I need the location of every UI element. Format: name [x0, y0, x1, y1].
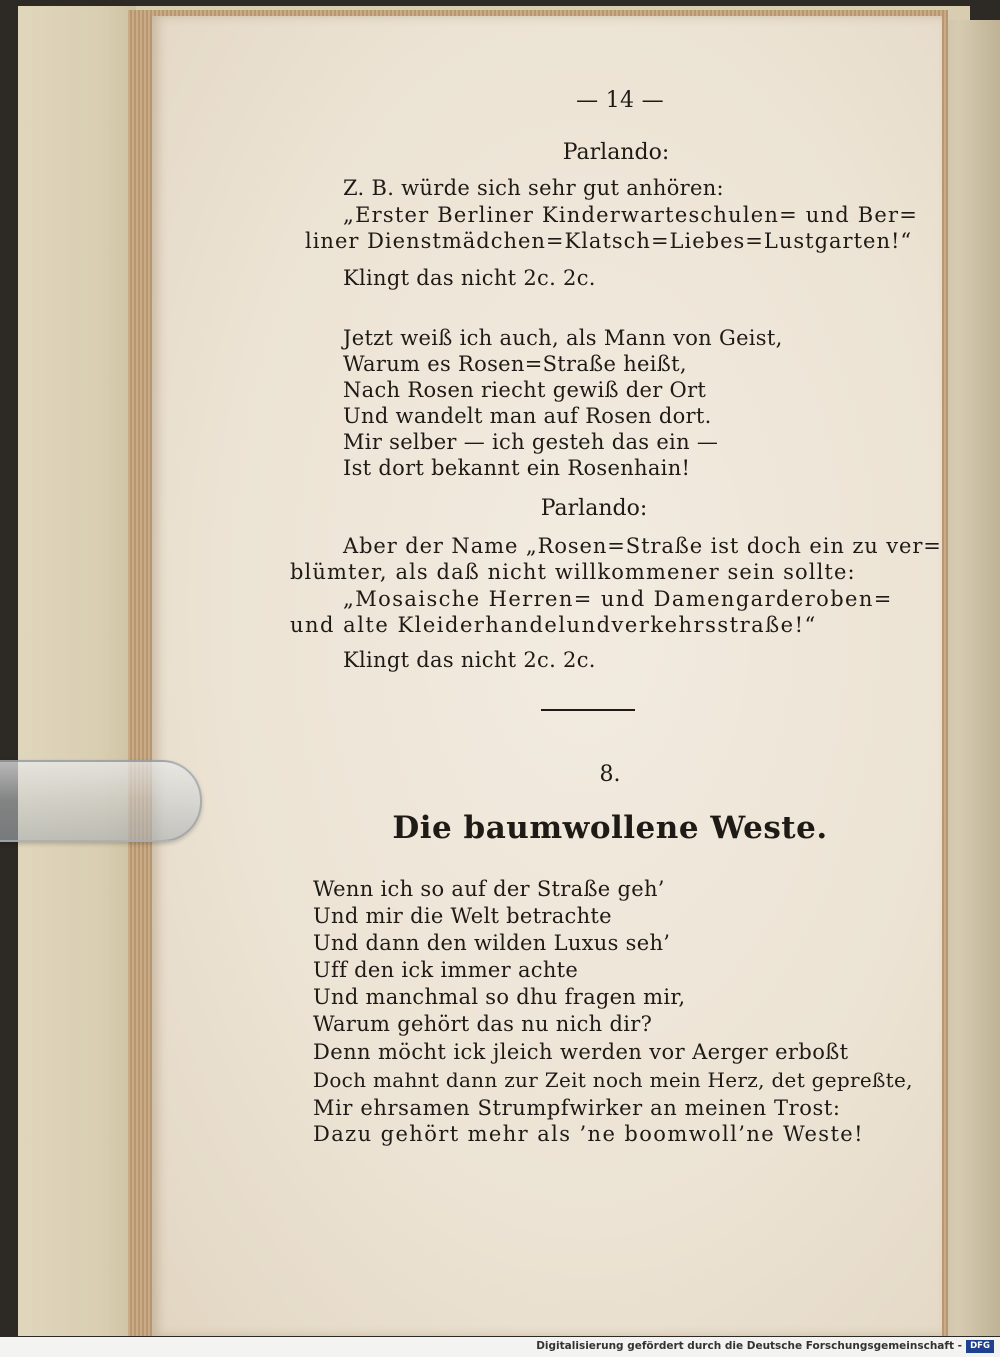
verse-line: Ist dort bekannt ein Rosenhain! — [343, 456, 691, 480]
footer-bar — [0, 1337, 1000, 1357]
verse-line: Denn möcht ick jleich werden vor Aerger erboßt — [313, 1040, 849, 1064]
section-number: 8. — [599, 762, 621, 787]
prose-line: und alte Kleiderhandelundverkehrsstraße!“ — [290, 613, 817, 637]
refrain-line: Klingt das nicht 2c. 2c. — [343, 648, 596, 672]
verse-line: Wenn ich so auf der Straße geh’ — [313, 877, 665, 901]
verse-line: Und dann den wilden Luxus seh’ — [313, 931, 671, 955]
parlando-heading: Parlando: — [540, 496, 648, 521]
plastic-page-clip — [0, 760, 202, 842]
funding-credit: Digitalisierung gefördert durch die Deutsche Forschungsgemeinschaft - — [536, 1340, 962, 1352]
parlando-heading: Parlando: — [562, 140, 670, 165]
section-title: Die baumwollene Weste. — [392, 810, 828, 846]
section-divider — [541, 709, 635, 711]
prose-line: Z. B. würde sich sehr gut anhören: — [343, 176, 724, 200]
verse-line: Dazu gehört mehr als ’ne boomwoll’ne Weste! — [313, 1122, 864, 1146]
verse-line: Und mir die Welt betrachte — [313, 904, 612, 928]
verse-line: Und manchmal so dhu fragen mir, — [313, 985, 686, 1009]
verse-line: Mir ehrsamen Strumpfwirker an meinen Trost: — [313, 1096, 841, 1120]
verse-line: Warum gehört das nu nich dir? — [313, 1012, 653, 1036]
verse-line: Nach Rosen riecht gewiß der Ort — [343, 378, 707, 402]
verse-line: Warum es Rosen=Straße heißt, — [343, 352, 687, 376]
prose-line: „Mosaische Herren= und Damengarderoben= — [343, 587, 893, 611]
prose-line: liner Dienstmädchen=Klatsch=Liebes=Lustgarten!“ — [305, 229, 913, 253]
prose-line: blümter, als daß nicht willkommener sein sollte: — [290, 560, 856, 584]
prose-line: Aber der Name „Rosen=Straße ist doch ein zu ver= — [343, 534, 942, 558]
verse-line: Und wandelt man auf Rosen dort. — [343, 404, 712, 428]
verse-line: Mir selber — ich gesteh das ein — — [343, 430, 719, 454]
verse-line: Jetzt weiß ich auch, als Mann von Geist, — [343, 326, 783, 350]
dfg-logo: DFG — [966, 1340, 994, 1353]
page-number: — 14 — — [576, 88, 664, 113]
refrain-line: Klingt das nicht 2c. 2c. — [343, 266, 596, 290]
verse-line: Doch mahnt dann zur Zeit noch mein Herz, det gepreßte, — [313, 1068, 913, 1092]
book-board — [18, 6, 136, 1336]
verse-line: Uff den ick immer achte — [313, 958, 579, 982]
prose-line: „Erster Berliner Kinderwarteschulen= und Ber= — [343, 203, 919, 227]
